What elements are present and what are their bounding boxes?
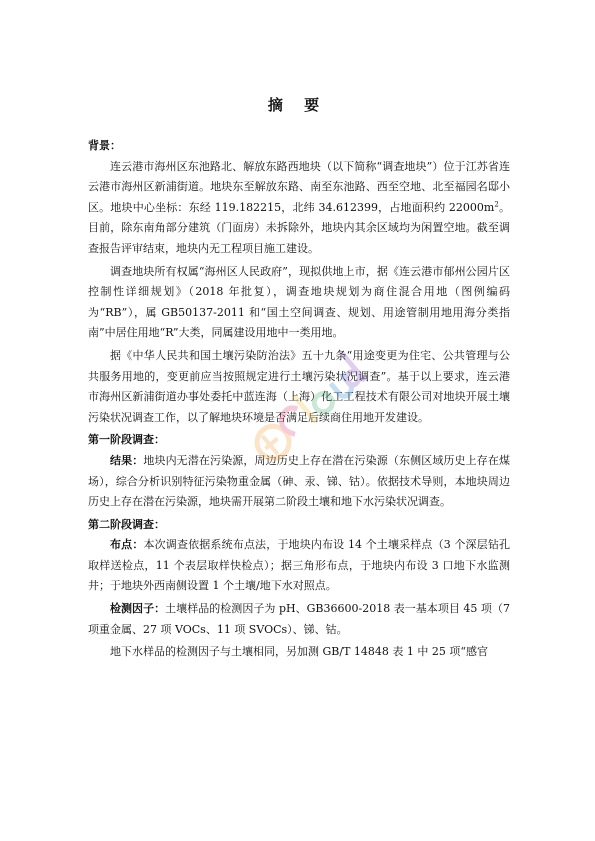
inline-label-result: 结果： xyxy=(110,453,144,467)
paragraph-text: 连云港市海州区东池路北、解放东路西地块（以下简称“调查地块”）位于江苏省连云港市海州区新浦街道。地块东至解放东路、南至东池路、西至空地、北至福园名邸小区。地块中心坐标：东经 119.182215，北纬 34.612399，占地面积约 22000m xyxy=(88,159,510,214)
paragraph-stage-2-factors xyxy=(88,599,510,640)
page-title: 摘 要 xyxy=(267,96,328,114)
section-heading-stage-1: 第一阶段调查： xyxy=(88,433,165,447)
paragraph-background-2: 调查地块所有权属“海州区人民政府”，现拟供地上市，据《连云港市郁州公园片区控制性详细规划》（2018 年批复），调查地块规划为商住混合用地（图例编码为“RB”），属 GB50137-2011 和“国土空间调查、规划、用途管制用地用海分类指南”中居住用地“R”大类，同属建设用地中一类用地。 xyxy=(88,264,510,340)
paragraph-text: 。目前，除东南角部分建筑（门面房）未拆除外，地块内其余区域均为闲置空地。截至调查报告评审结束，地块内无工程项目施工建设。 xyxy=(88,200,510,255)
paragraph-stage-2-layout xyxy=(88,535,510,597)
paragraph-text: 本次调查依据系统布点法，于地块内布设 14 个土壤采样点（3 个深层钻孔取样送检点，11 个表层取样快检点）；据三角形布点，于地块内布设 3 口地下水监测井；于地块外西南侧设置 1 个土壤/地下水对照点。 xyxy=(88,538,511,593)
paragraph-background-3: 据《中华人民共和国土壤污染防治法》五十九条“用途变更为住宅、公共管理与公共服务用地的，变更前应当按照规定进行土壤污染状况调查”。基于以上要求，连云港市海州区新浦街道办事处委托中蓝连海（上海）化工工程技术有限公司对地块开展土壤污染状况调查工作，以了解地块环境是否满足后续商住用地开发建设。 xyxy=(88,348,510,424)
paragraph-text: 土壤样品的检测因子为 pH、GB36600-2018 表一基本项目 45 项（7 项重金属、27 项 VOCs、11 项 SVOCs）、锑、钴。 xyxy=(88,602,510,636)
superscript: 2 xyxy=(494,200,499,209)
inline-label-layout: 布点： xyxy=(110,538,144,552)
paragraph-stage-2-groundwater: 地下水样品的检测因子与土壤相同，另加测 GB/T 14848 表 1 中 25 项“感官 xyxy=(110,645,488,659)
abstract-body xyxy=(88,136,510,663)
inline-label-factors: 检测因子： xyxy=(110,602,166,616)
paragraph-text: 地块内无潜在污染源，周边历史上存在潜在污染源（东侧区域历史上存在煤场），综合分析识别特征污染物重金属（砷、汞、锑、钴）。依据技术导则，本地块周边历史上存在潜在污染源，地块需开展第二阶段土壤和地下水污染状况调查。 xyxy=(88,453,510,509)
section-heading-stage-2: 第二阶段调查： xyxy=(88,517,165,531)
paragraph-background-1 xyxy=(88,157,510,260)
section-heading-background: 背景： xyxy=(88,139,121,152)
paragraph-stage-1-result xyxy=(88,451,510,513)
